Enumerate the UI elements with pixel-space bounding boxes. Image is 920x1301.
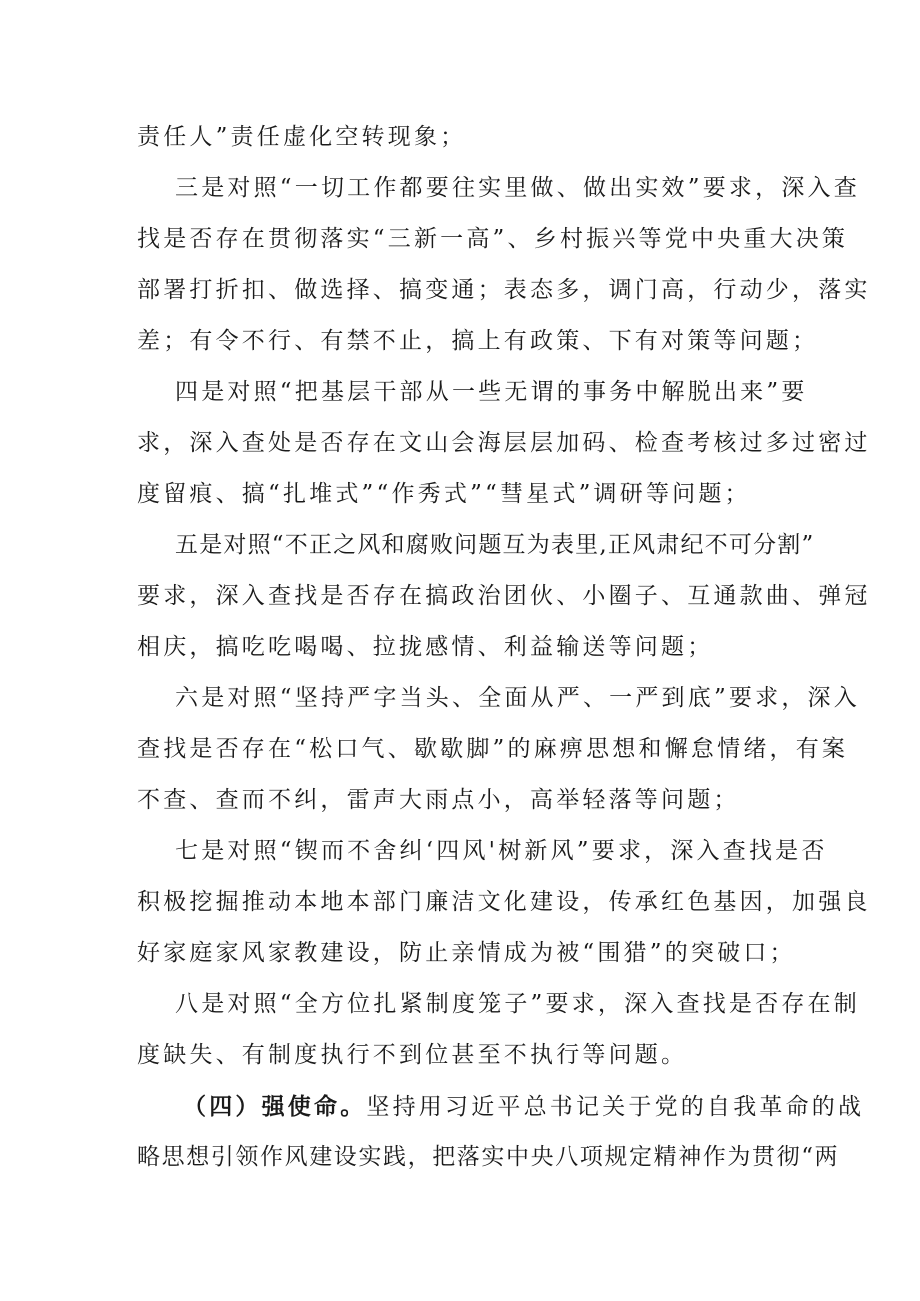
text-line: 略思想引领作风建设实践，把落实中央八项规定精神作为贯彻“两 xyxy=(137,1144,840,1170)
text-line: 五是对照“不正之风和腐败问题互为表里,正风肃纪不可分割” xyxy=(175,532,815,558)
text-span: 坚持用习近平总书记关于党的自我革命的战 xyxy=(366,1094,865,1120)
document-body xyxy=(137,112,871,1183)
text-line: 找是否存在贯彻落实“三新一高”、乡村振兴等党中央重大决策 xyxy=(137,226,849,252)
text-line: 四是对照“把基层干部从一些无谓的事务中解脱出来”要 xyxy=(175,379,808,405)
text-line: 度缺失、有制度执行不到位甚至不执行等问题。 xyxy=(137,1042,688,1068)
text-line: 责任人”责任虚化空转现象； xyxy=(137,124,467,150)
text-line: 要求，深入查找是否存在搞政治团伙、小圈子、互通款曲、弹冠 xyxy=(137,583,871,609)
text-line: 部署打折扣、做选择、搞变通；表态多，调门高，行动少，落实 xyxy=(137,277,871,303)
text-line: 六是对照“坚持严字当头、全面从严、一严到底”要求，深入 xyxy=(175,685,860,711)
section-heading: （四）强使命。 xyxy=(183,1093,367,1120)
text-line: 八是对照“全方位扎紧制度笼子”要求，深入查找是否存在制 xyxy=(175,991,860,1017)
section-heading-line xyxy=(137,1081,865,1132)
text-line: 查找是否存在“松口气、歇歇脚”的麻痹思想和懈怠情绪，有案 xyxy=(137,736,849,762)
text-line: 好家庭家风家教建设，防止亲情成为被“围猎”的突破口； xyxy=(137,940,796,966)
text-line: 求，深入查处是否存在文山会海层层加码、检查考核过多过密过 xyxy=(137,430,871,456)
text-line: 三是对照“一切工作都要往实里做、做出实效”要求，深入查 xyxy=(175,175,860,201)
text-line: 七是对照“锲而不舍纠‘四风'树新风”要求，深入查找是否 xyxy=(175,838,828,864)
text-line: 度留痕、搞“扎堆式”“作秀式”“彗星式”调研等问题； xyxy=(137,481,751,507)
text-line: 差；有令不行、有禁不止，搞上有政策、下有对策等问题； xyxy=(137,328,819,354)
text-line: 相庆，搞吃吃喝喝、拉拢感情、利益输送等问题； xyxy=(137,634,714,660)
text-line: 积极挖掘推动本地本部门廉洁文化建设，传承红色基因，加强良 xyxy=(137,889,871,915)
text-line: 不查、查而不纠，雷声大雨点小，高举轻落等问题； xyxy=(137,787,740,813)
